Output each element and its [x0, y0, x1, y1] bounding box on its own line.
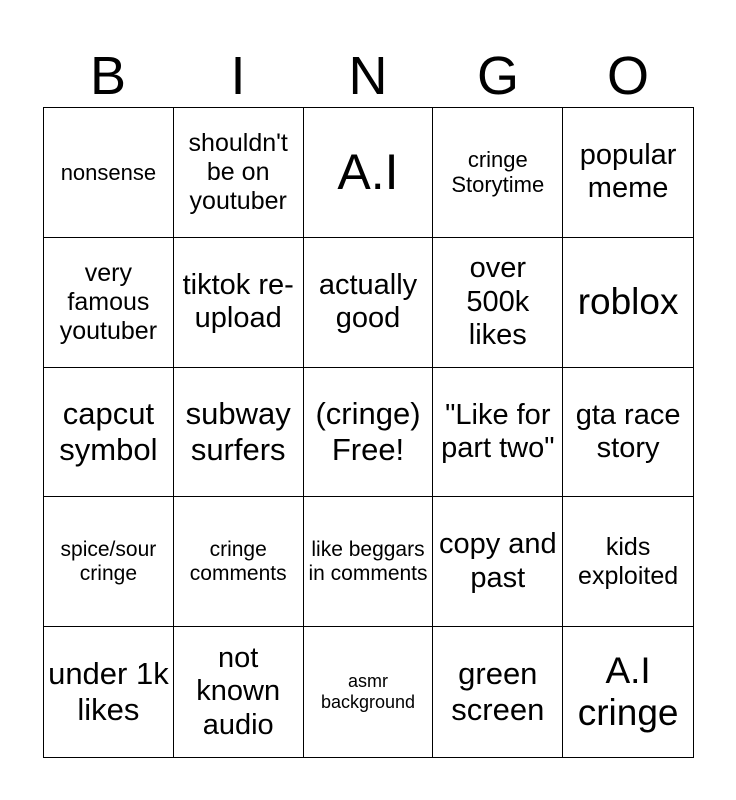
cell-text: popular meme — [579, 139, 677, 205]
bingo-cell[interactable] — [563, 108, 693, 238]
cell-text: roblox — [577, 280, 679, 322]
header-letter-o: O — [606, 46, 649, 106]
bingo-cell[interactable] — [433, 368, 563, 498]
cell-text: like beggars in comments — [308, 537, 428, 585]
bingo-cell[interactable] — [174, 108, 304, 238]
cell-text: under 1k likes — [48, 656, 169, 728]
cell-text: actually good — [318, 268, 418, 335]
cell-text: cringe comments — [189, 537, 287, 585]
cell-text: subway surfers — [185, 396, 291, 467]
cell-text: not known audio — [196, 642, 281, 741]
bingo-cell[interactable] — [304, 497, 434, 627]
cell-text: capcut symbol — [59, 396, 158, 467]
cell-text: asmr background — [320, 671, 416, 713]
bingo-cell[interactable] — [44, 108, 174, 238]
bingo-header — [43, 44, 693, 108]
bingo-cell[interactable] — [433, 108, 563, 238]
cell-text: tiktok re-upload — [182, 268, 294, 335]
cell-text: "Like for part two" — [441, 398, 555, 464]
header-letter-g: G — [476, 46, 519, 106]
bingo-cell[interactable] — [174, 627, 304, 757]
bingo-cell[interactable] — [304, 368, 434, 498]
bingo-cell[interactable] — [174, 497, 304, 627]
bingo-cell[interactable] — [174, 368, 304, 498]
bingo-cell[interactable] — [433, 238, 563, 368]
cell-text: cringe Storytime — [451, 147, 545, 198]
bingo-cell[interactable] — [563, 238, 693, 368]
header-letter-i: I — [230, 46, 246, 106]
cell-text: very famous youtuber — [59, 259, 158, 345]
cell-text: nonsense — [60, 159, 157, 185]
bingo-cell[interactable] — [433, 627, 563, 757]
cell-text: over 500k likes — [466, 252, 530, 351]
header-letter-n: N — [348, 46, 388, 106]
cell-text: spice/sour cringe — [60, 537, 157, 585]
bingo-cell[interactable] — [304, 627, 434, 757]
bingo-cell[interactable] — [44, 627, 174, 757]
bingo-cell[interactable] — [44, 497, 174, 627]
bingo-cell[interactable] — [304, 108, 434, 238]
bingo-cell[interactable] — [44, 238, 174, 368]
bingo-cell[interactable] — [174, 238, 304, 368]
cell-text: green screen — [451, 656, 545, 728]
cell-text: A.I cringe — [577, 649, 679, 734]
bingo-cell[interactable] — [44, 368, 174, 498]
bingo-cell[interactable] — [433, 497, 563, 627]
header-letter-b: B — [89, 46, 127, 106]
bingo-cell[interactable] — [563, 368, 693, 498]
cell-text: kids exploited — [578, 533, 679, 590]
cell-text: (cringe) Free! — [315, 396, 421, 467]
cell-text: copy and past — [438, 528, 557, 594]
bingo-board — [43, 107, 694, 758]
bingo-cell[interactable] — [563, 627, 693, 757]
cell-text: gta race story — [575, 398, 681, 464]
bingo-cell[interactable] — [563, 497, 693, 627]
cell-text: A.I — [337, 143, 399, 200]
cell-text: shouldn't be on youtuber — [188, 129, 288, 215]
bingo-cell[interactable] — [304, 238, 434, 368]
